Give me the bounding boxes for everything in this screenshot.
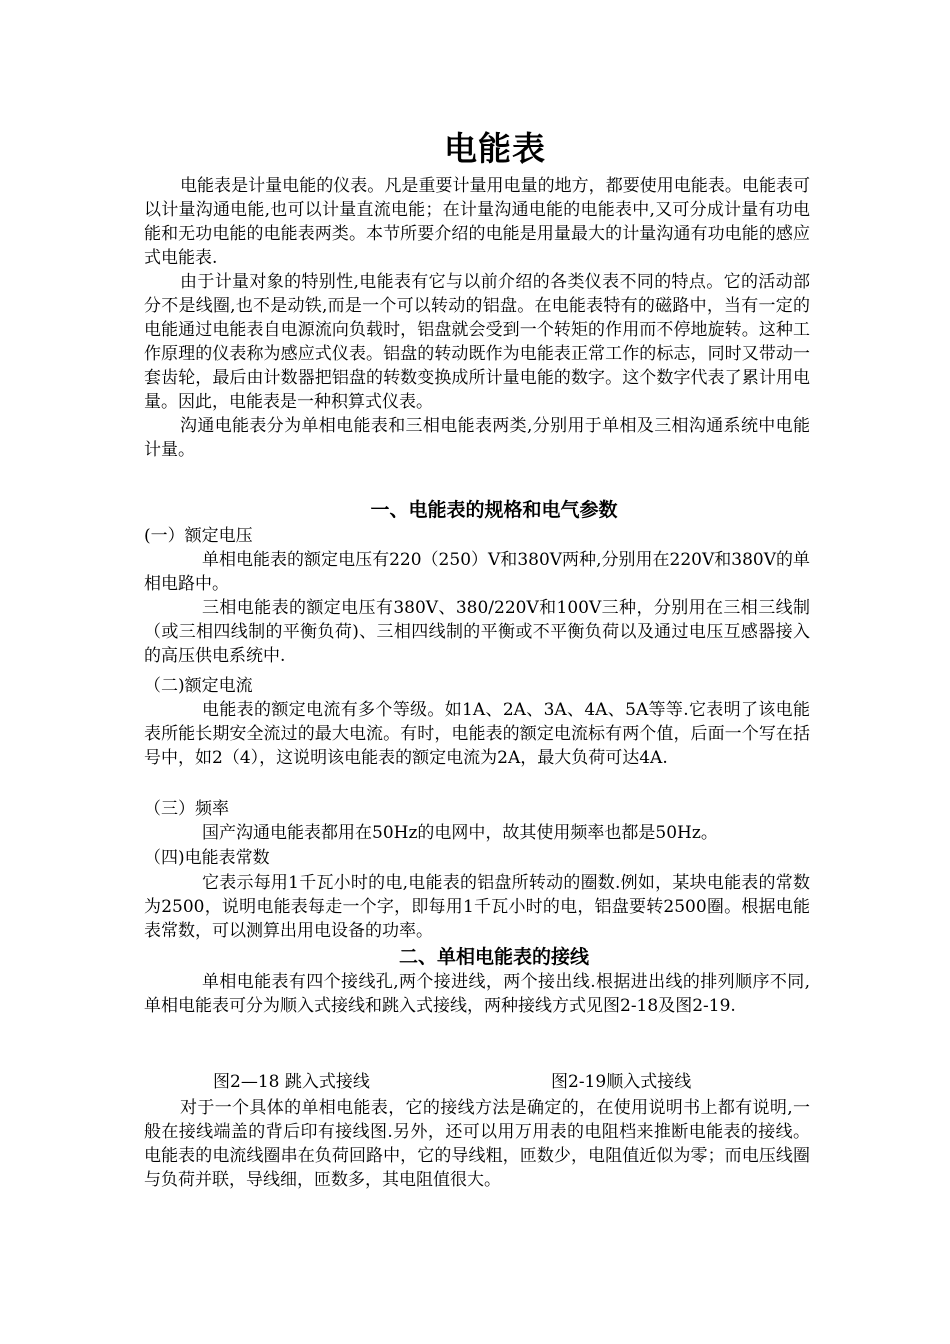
wiring-paragraph-1: 单相电能表有四个接线孔,两个接进线，两个接出线.根据进出线的排列顺序不同,单相电能表可分为顺入式接线和跳入式接线，两种接线方式见图2-18及图2-19. — [144, 972, 810, 1016]
frequency-paragraph: 国产沟通电能表都用在50Hz的电网中，故其使用频率也都是50Hz。 — [202, 823, 718, 843]
rated-voltage-single-phase: 单相电能表的额定电压有220（250）V和380V两种,分别用在220V和380V的单相电路中。 — [144, 550, 810, 594]
rated-current-text — [144, 698, 810, 770]
figure-2-19-caption: 图2-19顺入式接线 — [551, 1072, 692, 1092]
intro-paragraph-2: 由于计量对象的特别性,电能表有它与以前介绍的各类仪表不同的特点。它的活动部分不是线圈,也不是动铁,而是一个可以转动的铝盘。在电能表特有的磁路中，当有一定的电能通过电能表自电源流向负载时，铝盘就会受到一个转矩的作用而不停地旋转。这种工作原理的仪表称为感应式仪表。铝盘的转动既作为电能表正常工作的标志，同时又带动一套齿轮，最后由计数器把铝盘的转数变换成所计量电能的数字。这个数字代表了累计用电量。因此，电能表是一种积算式仪表。 — [144, 272, 810, 412]
meter-constant-paragraph: 它表示每用1千瓦小时的电,电能表的铝盘所转动的圈数.例如，某块电能表的常数为2500，说明电能表每走一个字，即每用1千瓦小时的电，铝盘要转2500圈。根据电能表常数，可以测算出用电设备的功率。 — [144, 873, 810, 941]
wiring-text-2 — [144, 1096, 810, 1192]
subsection-rated-current: （二)额定电流 — [144, 676, 253, 696]
subsection-rated-voltage: (一）额定电压 — [144, 526, 253, 546]
intro-section — [144, 174, 810, 462]
subsection-meter-constant: （四)电能表常数 — [144, 848, 270, 868]
frequency-text — [144, 821, 810, 845]
intro-paragraph-3: 沟通电能表分为单相电能表和三相电能表两类,分别用于单相及三相沟通系统中电能计量。 — [144, 416, 810, 460]
intro-paragraph-1: 电能表是计量电能的仪表。凡是重要计量用电量的地方，都要使用电能表。电能表可以计量沟通电能,也可以计量直流电能；在计量沟通电能的电能表中,又可分成计量有功电能和无功电能的电能表两类。本节所要介绍的电能是用量最大的计量沟通有功电能的感应式电能表. — [144, 176, 810, 268]
rated-voltage-three-phase: 三相电能表的额定电压有380V、380/220V和100V三种，分别用在三相三线制（或三相四线制的平衡负荷)、三相四线制的平衡或不平衡负荷以及通过电压互感器接入的高压供电系统中. — [144, 598, 810, 666]
page-title: 电能表 — [444, 129, 546, 168]
section1-heading: 一、电能表的规格和电气参数 — [370, 499, 618, 521]
wiring-text — [144, 970, 810, 1018]
wiring-paragraph-2: 对于一个具体的单相电能表，它的接线方法是确定的，在使用说明书上都有说明,一般在接线端盖的背后印有接线图.另外，还可以用万用表的电阻档来推断电能表的接线。电能表的电流线圈串在负荷回路中，它的导线粗，匝数少，电阻值近似为零；而电压线圈与负荷并联，导线细，匝数多，其电阻值很大。 — [144, 1098, 810, 1190]
subsection-frequency: （三）频率 — [144, 799, 229, 819]
rated-current-paragraph: 电能表的额定电流有多个等级。如1A、2A、3A、4A、5A等等.它表明了该电能表所能长期安全流过的最大电流。有时，电能表的额定电流标有两个值，后面一个写在括号中，如2（4），这说明该电能表的额定电流为2A，最大负荷可达4A. — [144, 700, 810, 768]
rated-voltage-text — [144, 548, 810, 668]
meter-constant-text — [144, 871, 810, 943]
figure-2-18-caption: 图2—18 跳入式接线 — [213, 1072, 370, 1092]
section2-heading: 二、单相电能表的接线 — [398, 946, 589, 968]
